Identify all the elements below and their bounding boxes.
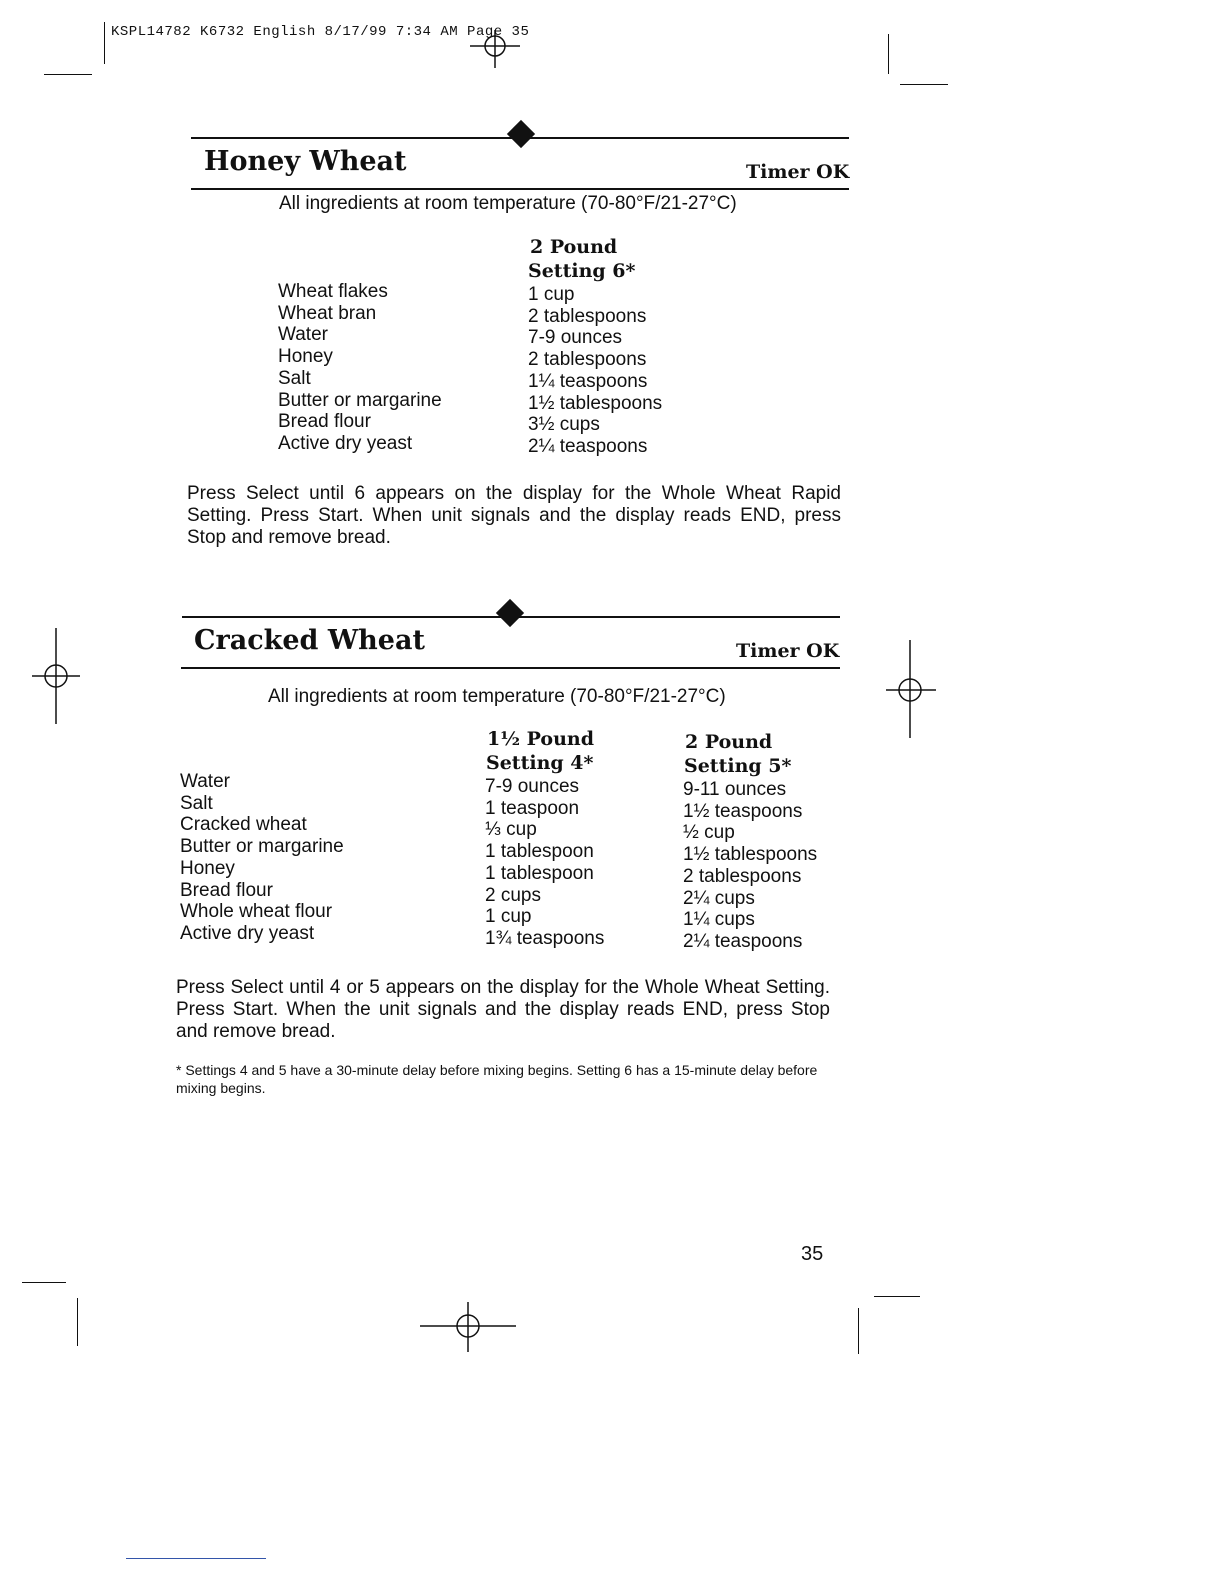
ingredient-name: Wheat bran xyxy=(278,302,377,324)
ingredient-amount: 1 teaspoon xyxy=(485,797,580,819)
ingredient-amount: 1¾ teaspoons xyxy=(485,927,605,949)
instructions-paragraph: Press Select until 6 appears on the display for the Whole Wheat Rapid Setting. Press Start. When unit signals and the display reads END, press Stop and remove bread. xyxy=(187,483,841,548)
ingredient-name: Honey xyxy=(180,857,235,879)
ingredient-amount: 1½ teaspoons xyxy=(683,800,803,822)
ingredient-name: Cracked wheat xyxy=(180,814,307,836)
temperature-note: All ingredients at room temperature (70-80°F/21-27°C) xyxy=(268,686,726,707)
ingredient-amount: ⅓ cup xyxy=(485,819,537,841)
ingredient-name: Butter or margarine xyxy=(180,836,344,858)
ingredient-name: Salt xyxy=(278,367,311,389)
ingredient-amount: 2 tablespoons xyxy=(528,349,647,371)
size-heading: 2 Pound xyxy=(530,236,618,258)
ingredient-amount: 3½ cups xyxy=(528,414,600,436)
recipe-title: Honey Wheat xyxy=(204,146,407,177)
recipe-title: Cracked Wheat xyxy=(194,625,425,656)
registration-mark-left-icon xyxy=(32,628,80,724)
ingredient-names xyxy=(180,771,344,945)
ingredient-name: Active dry yeast xyxy=(180,922,315,944)
instructions-paragraph: Press Select until 4 or 5 appears on the display for the Whole Wheat Setting. Press Start. When the unit signals and the display reads END, press Stop and remove bread. xyxy=(176,977,830,1042)
section-rule-bottom xyxy=(181,667,840,669)
temperature-note: All ingredients at room temperature (70-80°F/21-27°C) xyxy=(279,193,737,214)
section-rule-bottom xyxy=(191,188,849,190)
ingredient-amount: 2¼ teaspoons xyxy=(528,435,648,457)
ingredient-name: Active dry yeast xyxy=(278,432,413,454)
ingredient-amount: 1¼ teaspoons xyxy=(528,370,648,392)
footnote: * Settings 4 and 5 have a 30-minute delay before mixing begins. Setting 6 has a 15-minute delay before mixing begins. xyxy=(176,1062,818,1096)
ingredient-amount: 1 cup xyxy=(528,284,575,305)
ingredient-name: Honey xyxy=(278,346,333,368)
print-slug: KSPL14782 K6732 English 8/17/99 7:34 AM Page 35 xyxy=(111,24,530,40)
size-heading-2: 2 Pound xyxy=(685,731,773,753)
ingredient-amount: 1¼ cups xyxy=(683,909,755,931)
ingredient-name: Bread flour xyxy=(278,411,371,433)
diamond-ornament-icon xyxy=(507,120,535,148)
ingredient-name: Butter or margarine xyxy=(278,389,442,411)
registration-mark-right-icon xyxy=(886,640,936,738)
ingredient-name: Salt xyxy=(180,792,213,814)
ingredient-name: Water xyxy=(180,771,230,792)
setting-heading: Setting 6* xyxy=(528,260,636,282)
ingredient-amount: 2 cups xyxy=(485,884,541,906)
ingredient-amount: 7-9 ounces xyxy=(485,776,580,797)
ingredient-amount: 1 tablespoon xyxy=(485,862,594,884)
ingredient-amount: 9-11 ounces xyxy=(683,779,787,800)
ingredient-name: Whole wheat flour xyxy=(180,901,333,923)
setting-heading-2: Setting 5* xyxy=(684,755,792,777)
ingredient-amount: 1 cup xyxy=(485,906,532,928)
registration-mark-bottom-icon xyxy=(420,1302,516,1352)
ingredient-amount: ½ cup xyxy=(683,822,735,844)
page-number: 35 xyxy=(801,1243,824,1265)
ingredient-amounts-col2 xyxy=(683,779,817,953)
ingredient-amount: 1½ tablespoons xyxy=(683,844,818,866)
diamond-ornament-icon xyxy=(496,599,524,627)
ingredient-amount: 7-9 ounces xyxy=(528,327,623,349)
ingredient-name: Bread flour xyxy=(180,879,273,901)
ingredient-amount: 2¼ teaspoons xyxy=(683,930,803,952)
setting-heading-1: Setting 4* xyxy=(486,752,594,774)
timer-badge: Timer OK xyxy=(746,161,850,183)
timer-badge: Timer OK xyxy=(736,640,840,662)
ingredient-amount: 2¼ cups xyxy=(683,887,755,909)
ingredient-amount: 1½ tablespoons xyxy=(528,392,663,414)
size-heading-1: 1½ Pound xyxy=(487,728,595,750)
ingredient-amounts-col1 xyxy=(485,776,604,950)
ingredient-amount: 1 tablespoon xyxy=(485,841,594,863)
ingredient-amount: 2 tablespoons xyxy=(683,865,802,887)
registration-mark-top-icon xyxy=(470,24,520,70)
ingredient-name: Water xyxy=(278,324,328,346)
ingredient-names xyxy=(278,281,442,455)
ingredient-amount: 2 tablespoons xyxy=(528,305,647,327)
ingredient-name: Wheat flakes xyxy=(278,281,388,302)
ingredient-amounts xyxy=(528,284,662,458)
